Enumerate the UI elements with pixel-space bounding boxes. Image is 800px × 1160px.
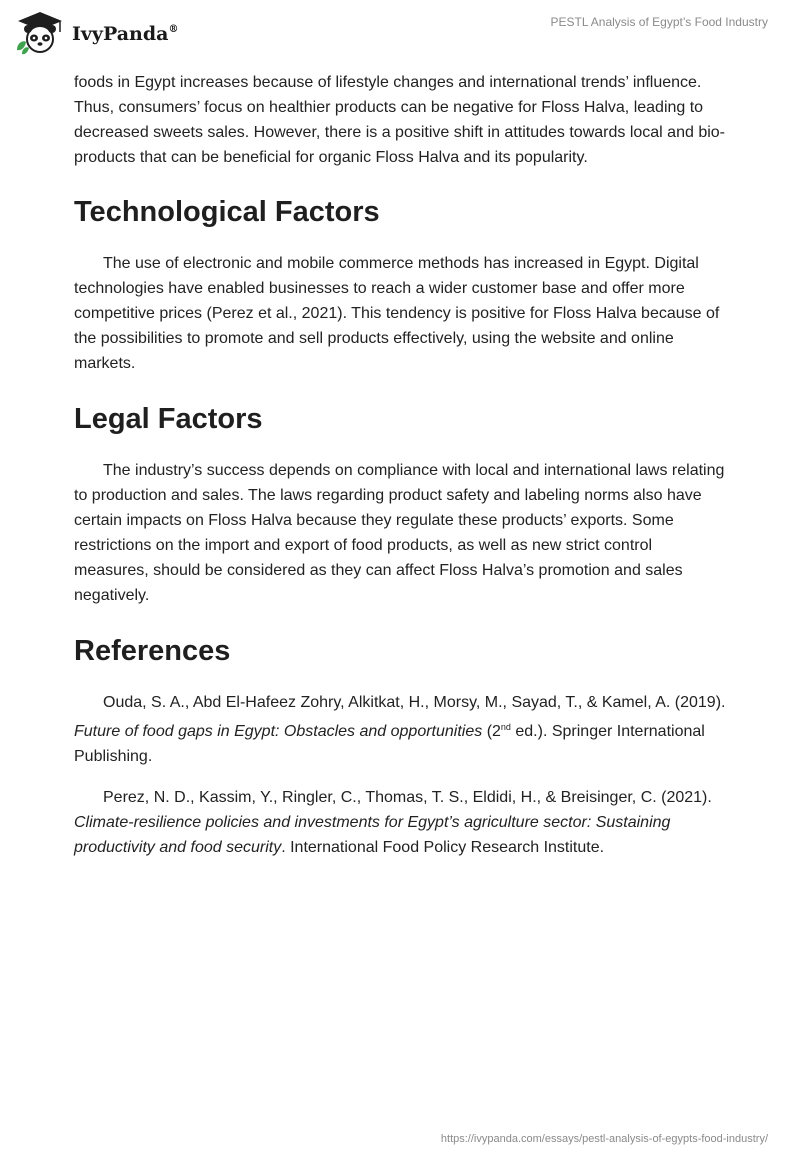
page-header xyxy=(0,0,800,62)
essay-body xyxy=(74,70,726,860)
intro-paragraph: foods in Egypt increases because of lifestyle changes and international trends’ influence. Thus, consumers’ focus on healthier products can be negative for Floss Halva, leading to decreased sweets sales. However, there is a positive shift in attitudes towards local and bio-products that can be beneficial for organic Floss Halva and its popularity. xyxy=(74,74,725,166)
heading-legal-factors: Legal Factors xyxy=(74,403,263,435)
logo-wordmark: IvyPanda® xyxy=(72,23,179,45)
legal-paragraph: The industry’s success depends on compliance with local and international laws relating to production and sales. The laws regarding product safety and labeling norms also have certain impacts on Floss Halva because they regulate these products’ exports. Some restrictions on the import and export of food products, as well as new strict control measures, should be considered as they can affect Floss Halva’s promotion and sales negatively. xyxy=(74,462,725,604)
reference-entry: Perez, N. D., Kassim, Y., Ringler, C., Thomas, T. S., Eldidi, H., & Breisinger, C. (2021). Climate-resilience policies and investments for Egypt’s agriculture sector: Sustaining productivity and food security. International Food Policy Research Institute. xyxy=(74,789,712,856)
document-title: PESTL Analysis of Egypt’s Food Industry xyxy=(550,15,768,29)
heading-technological-factors: Technological Factors xyxy=(74,196,380,228)
source-url-link[interactable]: https://ivypanda.com/essays/pestl-analysis-of-egypts-food-industry/ xyxy=(440,1133,768,1145)
heading-references: References xyxy=(74,635,231,667)
reference-entry: Ouda, S. A., Abd El-Hafeez Zohry, Alkitkat, H., Morsy, M., Sayad, T., & Kamel, A. (2019). Future of food gaps in Egypt: Obstacles and opportunities (2nd ed.). Springer International Publishing. xyxy=(74,694,726,765)
panda-graduate-icon xyxy=(14,10,66,56)
technological-paragraph: The use of electronic and mobile commerce methods has increased in Egypt. Digital technologies have enabled businesses to reach a wider customer base and offer more competitive prices (Perez et al., 2021). This tendency is positive for Floss Halva because of the possibilities to promote and sell products effectively, using the website and online markets. xyxy=(74,255,720,372)
ivypanda-logo[interactable] xyxy=(14,10,178,56)
